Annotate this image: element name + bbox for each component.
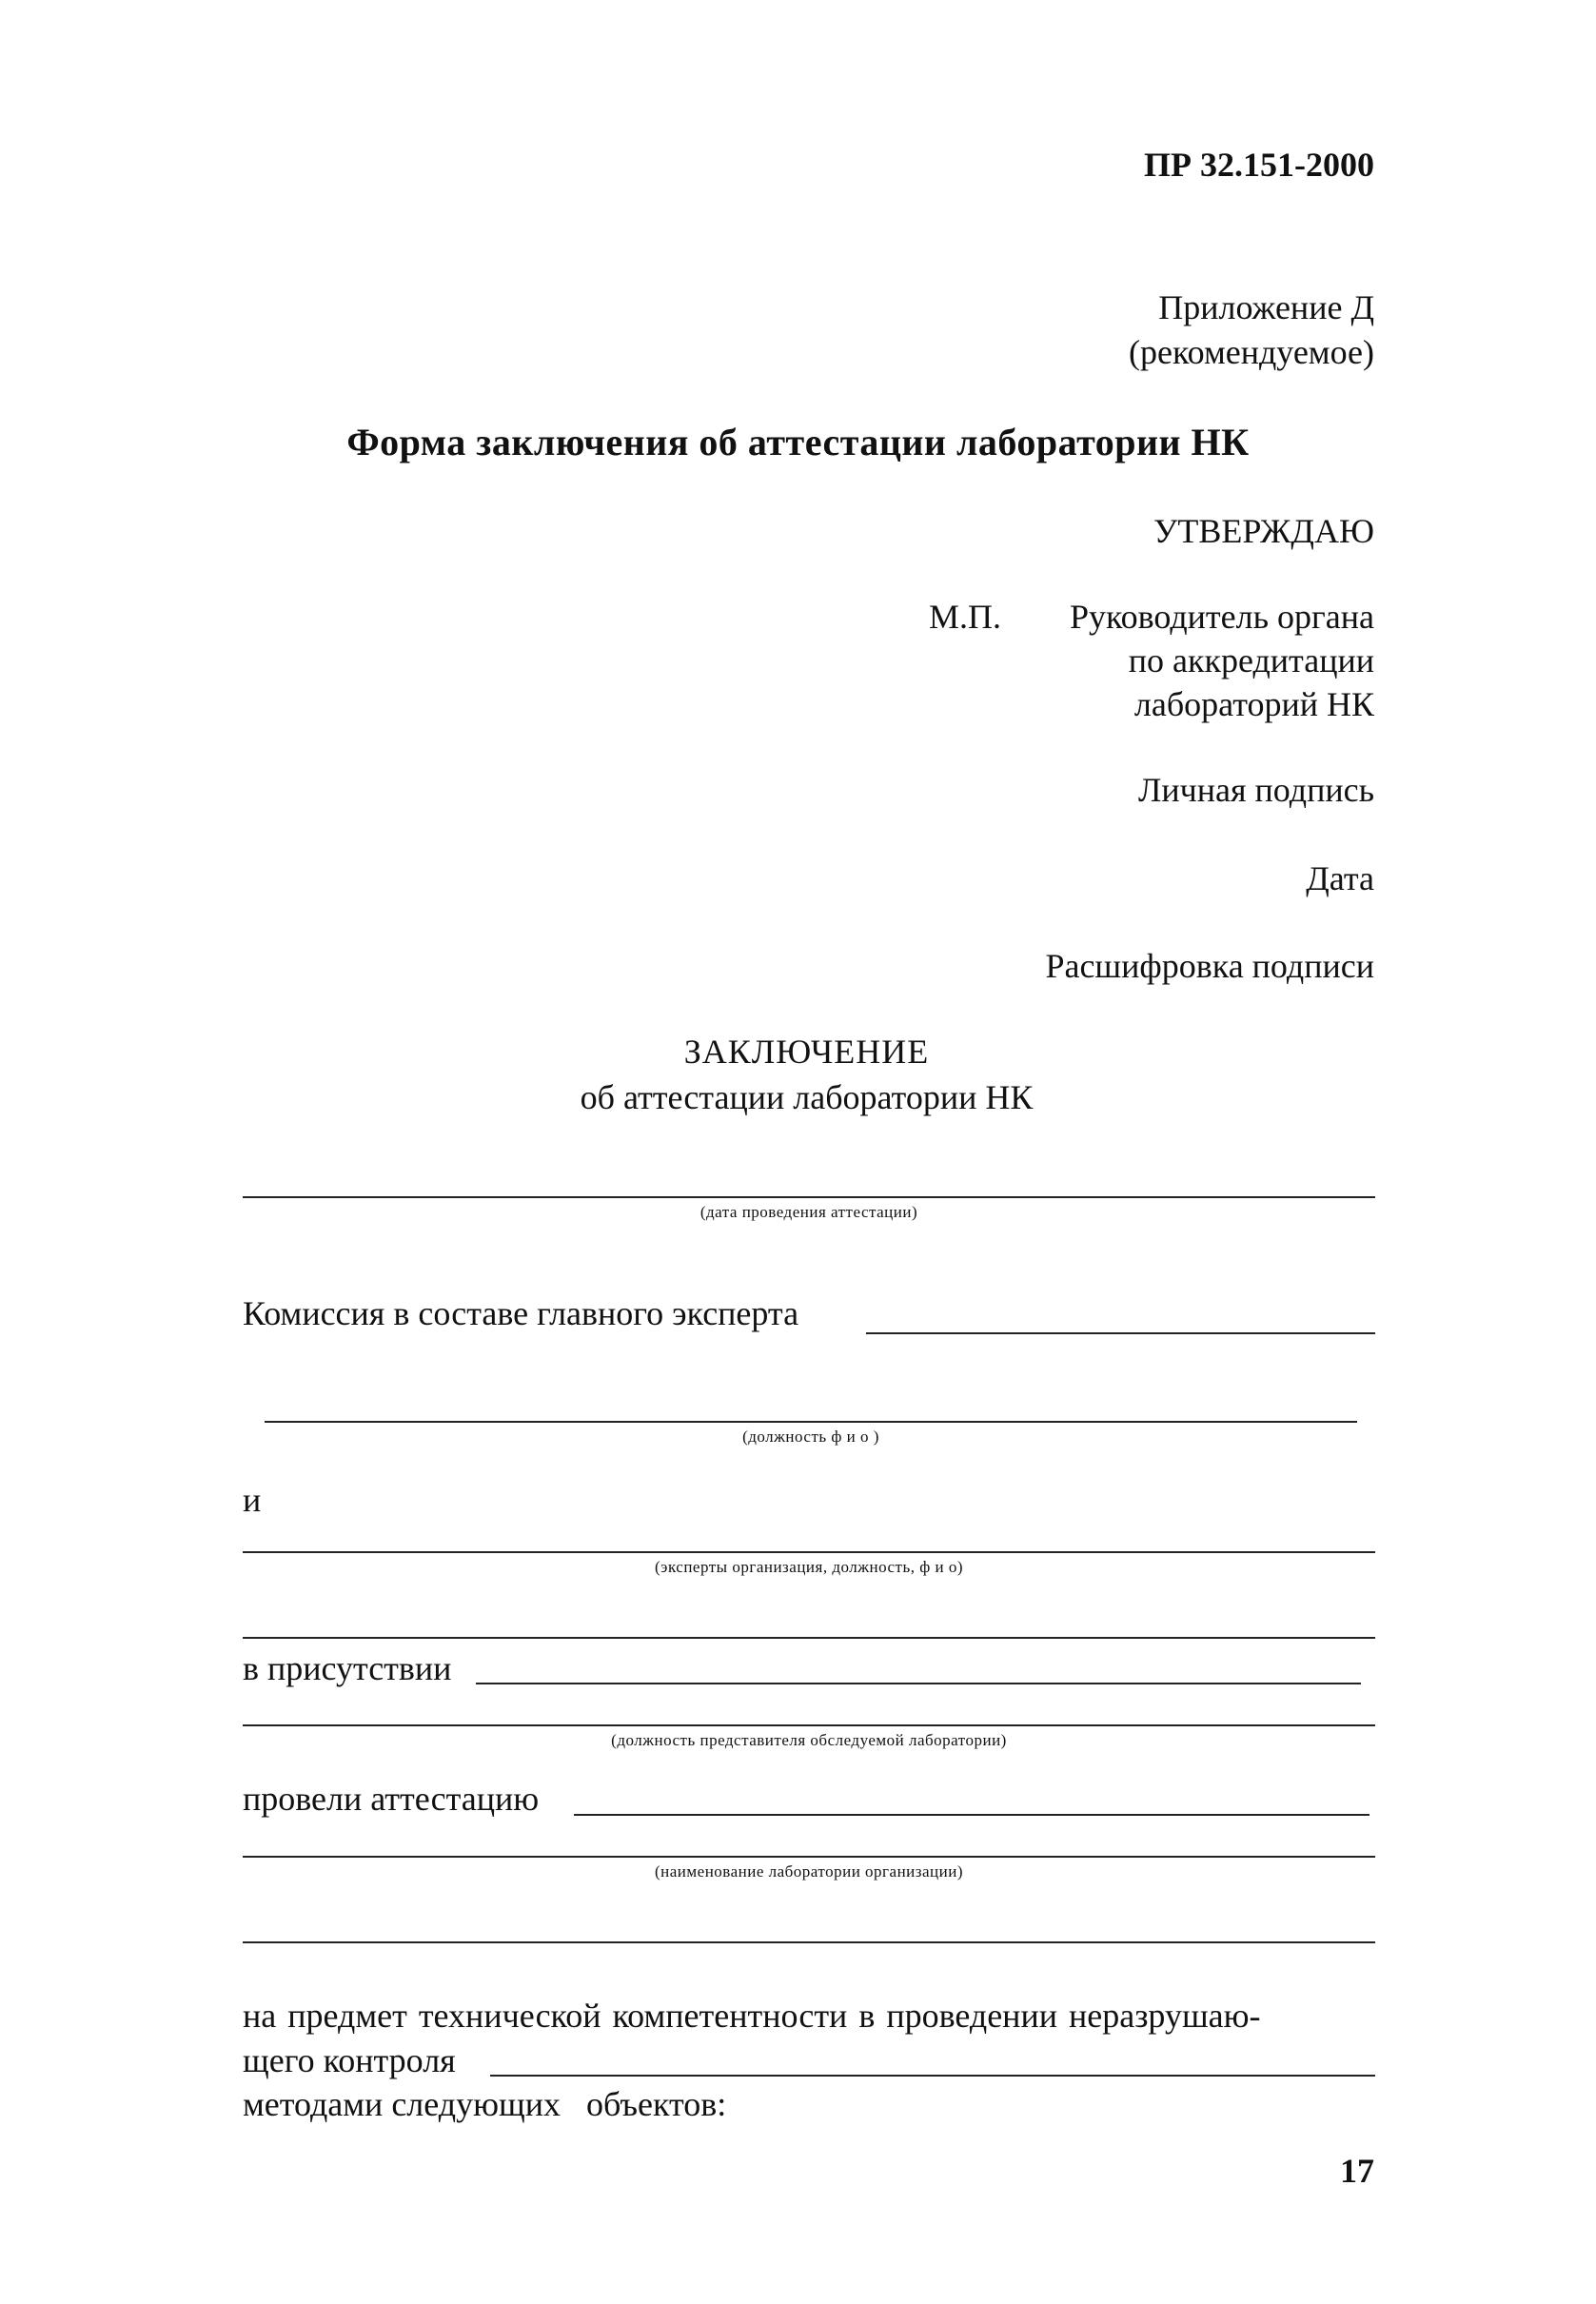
seal-label: М.П. (929, 598, 1002, 636)
subject-line-1: на предмет технической компетентности в проведении неразрушаю- (243, 1997, 1261, 2035)
conclusion-title: ЗАКЛЮЧЕНИЕ (683, 1033, 930, 1071)
signature-decoding-label: Расшифровка подписи (1045, 947, 1374, 985)
approver-position-line2: по аккредитации (1128, 641, 1374, 679)
experts-caption: (эксперты организация, должность, ф и о) (654, 1558, 964, 1576)
form-title: Форма заключения об аттестации лаборатории НК (346, 421, 1250, 463)
laboratory-line[interactable] (243, 1856, 1375, 1858)
date-label: Дата (1306, 859, 1374, 897)
subject-line-2: щего контроля (243, 2041, 456, 2079)
approver-position: Руководитель органа (1069, 598, 1374, 636)
representative-line[interactable] (243, 1724, 1375, 1726)
chief-expert-caption: (должность ф и о ) (742, 1428, 879, 1446)
appendix-title: Приложение Д (1158, 288, 1374, 326)
date-line[interactable] (243, 1196, 1375, 1198)
commission-label: Комиссия в составе главного эксперта (243, 1294, 799, 1332)
appendix-status: (рекомендуемое) (1129, 333, 1374, 371)
page-number: 17 (1340, 2152, 1374, 2190)
conducted-label: провели аттестацию (243, 1780, 540, 1818)
conclusion-subtitle: об аттестации лаборатории НК (580, 1078, 1034, 1116)
and-label: и (243, 1481, 262, 1519)
doc-code: ПР 32.151-2000 (1144, 146, 1374, 184)
presence-line[interactable] (476, 1683, 1361, 1684)
experts-extra-line[interactable] (243, 1637, 1375, 1639)
chief-expert-position-line[interactable] (265, 1421, 1357, 1423)
presence-label: в присутствии (243, 1649, 452, 1687)
representative-caption: (должность представителя обследуемой лаборатории) (611, 1731, 1007, 1749)
chief-expert-line[interactable] (866, 1332, 1375, 1334)
signature-label: Личная подпись (1137, 771, 1374, 809)
laboratory-caption: (наименование лаборатории организации) (654, 1862, 963, 1881)
subject-line-3: методами следующих объектов: (243, 2085, 727, 2123)
conducted-line[interactable] (574, 1814, 1369, 1816)
approve-label: УТВЕРЖДАЮ (1153, 512, 1374, 550)
approver-position-line3: лабораторий НК (1133, 685, 1374, 723)
control-method-line[interactable] (490, 2075, 1375, 2077)
date-caption: (дата проведения аттестации) (699, 1203, 918, 1221)
experts-line[interactable] (243, 1551, 1375, 1553)
laboratory-extra-line[interactable] (243, 1941, 1375, 1943)
